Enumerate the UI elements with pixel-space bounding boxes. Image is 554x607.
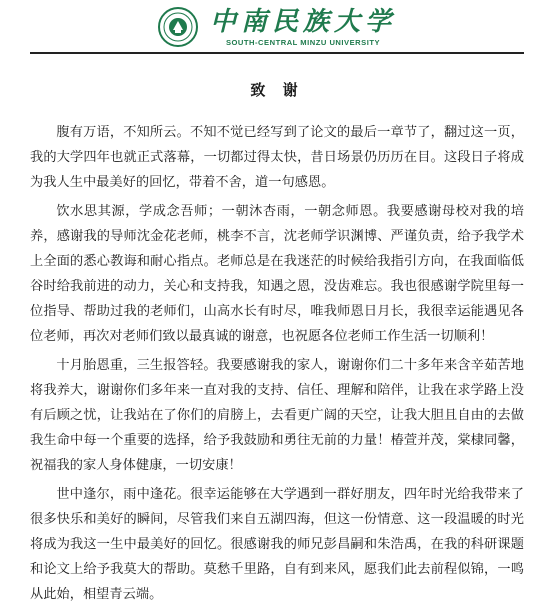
university-wordmark xyxy=(210,8,396,47)
university-name-en: SOUTH-CENTRAL MINZU UNIVERSITY xyxy=(225,37,381,47)
university-name-cn: 中南民族大学 xyxy=(209,6,396,37)
paragraph: 腹有万语，不知所云。不知不觉已经写到了论文的最后一章节了，翻过这一页，我的大学四年也就正式落幕，一切都过得太快，昔日场景仍历历在目。这段日子将成为我人生中最美好的回忆，带着不舍，道一句感恩。 xyxy=(30,124,524,190)
paragraph: 十月胎恩重，三生报答轻。我要感谢我的家人，谢谢你们二十多年来含辛茹苦地将我养大，谢谢你们多年来一直对我的支持、信任、理解和陪伴，让我在求学路上没有后顾之忧，让我站在了你们的肩膀上，去看更广阔的天空，让我大胆且自由的去做我生命中每一个重要的选择，给予我鼓励和勇往无前的力量！椿萱并茂，棠棣同馨，祝福我的家人身体健康，一切安康！ xyxy=(30,357,524,473)
paragraph: 饮水思其源，学成念吾师；一朝沐杏雨，一朝念师恩。我要感谢母校对我的培养，感谢我的导师沈金花老师，桃李不言，沈老师学识渊博、严谨负责，给予我学术上全面的悉心教诲和耐心指点。老师总是在我迷茫的时候给我指引方向，在我面临低谷时给我前进的动力，关心和支持我，知遇之恩，没齿难忘。我也很感谢学院里每一位指导、帮助过我的老师们，山高水长有时尽，唯我师恩日月长，我很幸运能遇见各位老师，再次对老师们致以最真诚的谢意，也祝愿各位老师工作生活一切顺利！ xyxy=(30,203,524,344)
university-header xyxy=(30,0,524,52)
acknowledgement-body xyxy=(30,120,524,607)
header-divider xyxy=(30,52,524,54)
paragraph: 世中逢尔，雨中逢花。很幸运能够在大学遇到一群好朋友，四年时光给我带来了很多快乐和美好的瞬间，尽管我们来自五湖四海，但这一份情意、这一段温暖的时光将成为我这一生中最美好的回忆。很感谢我的师兄彭昌嗣和朱浩禹，在我的科研课题和论文上给予我莫大的帮助。莫愁千里路，自有到来风，愿我们此去前程似锦，一鸣从此始，相望青云端。 xyxy=(30,486,524,602)
university-seal-icon xyxy=(158,7,198,47)
page-title: 致 谢 xyxy=(250,80,304,99)
